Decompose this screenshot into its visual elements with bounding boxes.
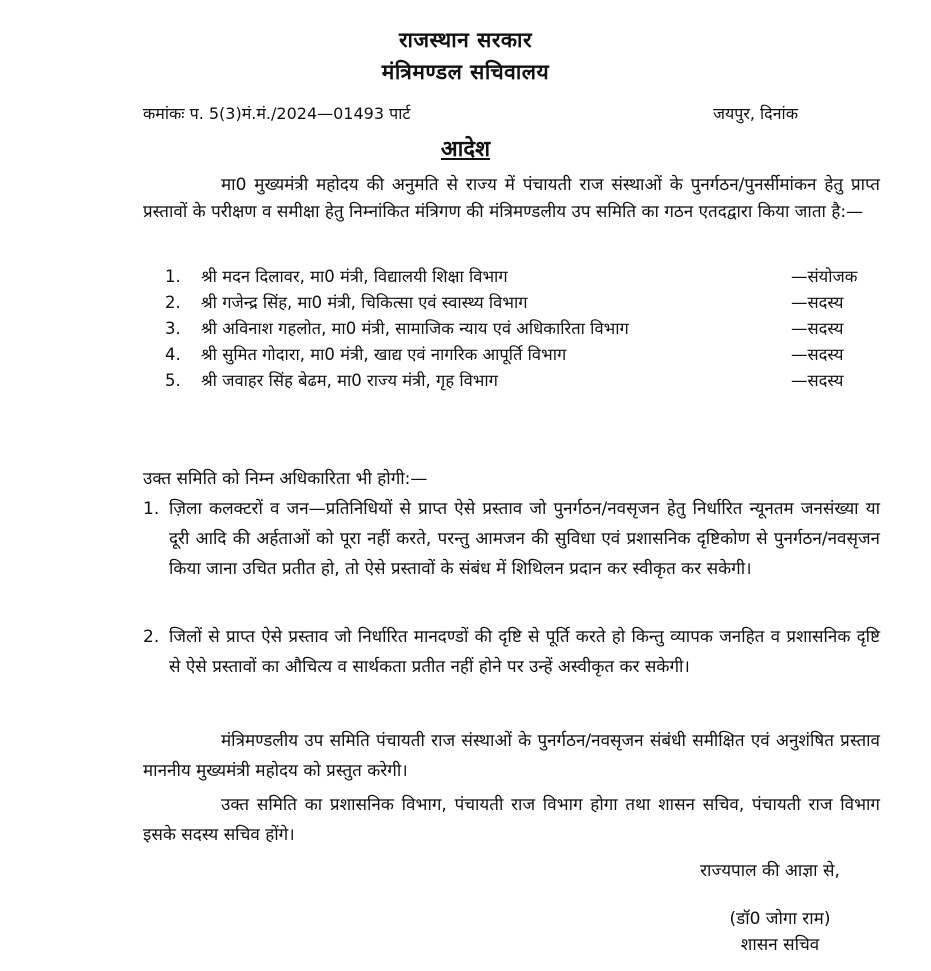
order-heading: आदेश [440, 137, 491, 162]
authority-intro: उक्त समिति को निम्न अधिकारिता भी होगी:— [143, 469, 428, 489]
signature-authority: राज्यपाल की आज्ञा से, [700, 861, 840, 881]
clause-number: 2. [143, 627, 160, 647]
administrative-dept-paragraph: उक्त समिति का प्रशासनिक विभाग, पंचायती राज विभाग होगा तथा शासन सचिव, पंचायती राज विभाग इसके सदस्य सचिव होंगे। [143, 795, 880, 845]
member-name: श्री गजेन्द्र सिंह, मा0 मंत्री, चिकित्सा एवं स्वास्थ्य विभाग [201, 293, 528, 312]
authority-clause [143, 622, 880, 682]
authority-clause [143, 494, 880, 584]
member-item [165, 264, 877, 290]
committee-member-list [165, 264, 877, 394]
member-item [165, 290, 877, 316]
member-number: 4. [165, 345, 181, 364]
member-number: 1. [165, 267, 181, 286]
member-role: —सदस्य [791, 319, 844, 338]
member-number: 3. [165, 319, 181, 338]
member-name: श्री अविनाश गहलोत, मा0 मंत्री, सामाजिक न्याय एवं अधिकारिता विभाग [201, 319, 629, 338]
member-number: 5. [165, 371, 181, 390]
department-title: मंत्रिमण्डल सचिवालय [381, 60, 550, 84]
signatory-title: शासन सचिव [740, 935, 820, 955]
clause-number: 1. [143, 499, 160, 519]
clause-text: ज़िला कलक्टरों व जन—प्रतिनिधियों से प्राप्त ऐसे प्रस्ताव जो पुनर्गठन/नवसृजन हेतु निर्धारित न्यूनतम जनसंख्या या दूरी आदि की अर्हताओं को पूरा नहीं करते, परन्तु आमजन की सुविधा एवं प्रशासनिक दृष्टिकोण से पुनर्गठन/नवसृजन किया जाना उचित प्रतीत हो, तो ऐसे प्रस्तावों के संबंध में शिथिलन प्रदान कर स्वीकृत कर सकेगी। [169, 499, 880, 579]
member-role: —सदस्य [791, 293, 844, 312]
member-role: —संयोजक [791, 267, 858, 286]
member-name: श्री सुमित गोदारा, मा0 मंत्री, खाद्य एवं नागरिक आपूर्ति विभाग [201, 345, 567, 364]
member-number: 2. [165, 293, 181, 312]
clause-text: जिलों से प्राप्त ऐसे प्रस्ताव जो निर्धारित मानदण्डों की दृष्टि से पूर्ति करते हो किन्तु व्यापक जनहित व प्रशासनिक दृष्टि से ऐसे प्रस्तावों का औचित्य व सार्थकता प्रतीत नहीं होने पर उन्हें अस्वीकृत कर सकेगी। [169, 627, 880, 677]
member-name: श्री मदन दिलावर, मा0 मंत्री, विद्यालयी शिक्षा विभाग [201, 267, 508, 286]
submission-paragraph: मंत्रिमण्डलीय उप समिति पंचायती राज संस्थाओं के पुनर्गठन/नवसृजन संबंधी समीक्षित एवं अनुशंषित प्रस्ताव माननीय मुख्यमंत्री महोदय को प्रस्तुत करेगी। [143, 731, 880, 781]
signatory-name: (डॉ0 जोगा राम) [729, 909, 831, 929]
government-title: राजस्थान सरकार [398, 28, 533, 52]
place-date: जयपुर, दिनांक [713, 104, 798, 123]
reference-row [143, 102, 798, 124]
member-item [165, 342, 877, 368]
intro-paragraph: मा0 मुख्यमंत्री महोदय की अनुमति से राज्य में पंचायती राज संस्थाओं के पुनर्गठन/पुनर्सीमांकन हेतु प्राप्त प्रस्तावों के परीक्षण व समीक्षा हेतु निम्नांकित मंत्रिगण की मंत्रिमण्डलीय उप समिति का गठन एतदद्वारा किया जाता है:— [143, 175, 880, 222]
reference-number: कमांकः प. 5(3)मं.मं./2024—01493 पार्ट [143, 104, 411, 123]
member-item [165, 368, 877, 394]
member-item [165, 316, 877, 342]
member-role: —सदस्य [791, 345, 844, 364]
member-name: श्री जवाहर सिंह बेढम, मा0 राज्य मंत्री, गृह विभाग [201, 371, 498, 390]
member-role: —सदस्य [791, 371, 844, 390]
